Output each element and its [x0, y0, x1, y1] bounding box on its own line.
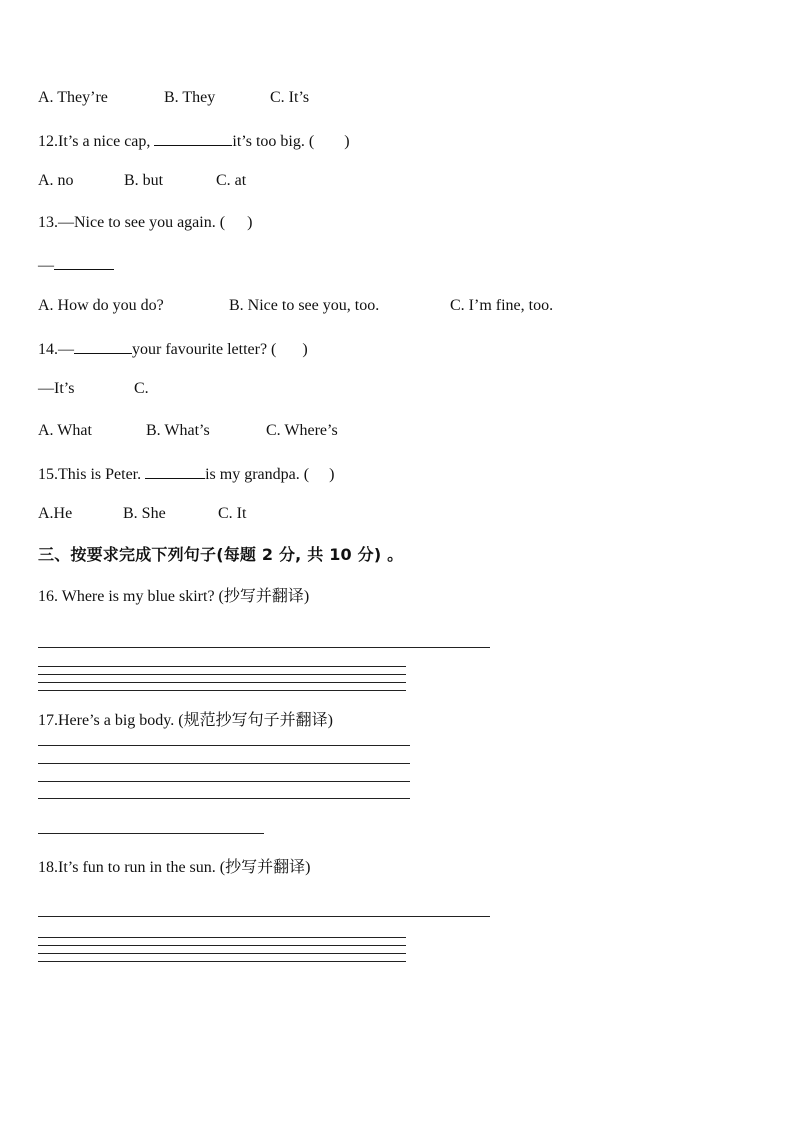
q16-copy-line[interactable] [38, 690, 406, 691]
q13-stem: 13.—Nice to see you again. ( [38, 214, 226, 231]
q14-stem-end: your favourite letter? ( [132, 341, 277, 358]
q13-option-c: C. I’m fine, too. [450, 297, 554, 314]
q16-answer-line[interactable] [38, 647, 490, 648]
q17-question: 17.Here’s a big body. (规范抄写句子并翻译) [38, 712, 333, 729]
q15-question [38, 463, 334, 485]
q12-stem-end: it’s too big. ( [232, 133, 315, 150]
q15-option-b: B. She [123, 505, 166, 522]
q12-option-c: C. at [216, 172, 247, 189]
q15-option-c: C. It [218, 505, 247, 522]
q15-stem-start: 15.This is Peter. [38, 466, 146, 483]
q11-option-c: C. It’s [270, 89, 310, 106]
q14-option-b: B. What’s [146, 422, 210, 439]
q15-paren-close: ) [329, 466, 335, 483]
q14-blank[interactable] [74, 338, 132, 354]
q16-question: 16. Where is my blue skirt? (抄写并翻译) [38, 588, 310, 605]
q14-stem-start: 14.— [38, 341, 74, 358]
q12-blank[interactable] [154, 130, 232, 146]
q18-copy-line[interactable] [38, 961, 406, 962]
q12-question [38, 130, 350, 152]
q17-copy-line[interactable] [38, 798, 410, 799]
q14-option-c: C. Where’s [266, 422, 338, 439]
q18-question: 18.It’s fun to run in the sun. (抄写并翻译) [38, 859, 311, 876]
q15-stem-end: is my grandpa. ( [205, 466, 310, 483]
q18-copy-line[interactable] [38, 945, 406, 946]
q13-question [38, 213, 252, 233]
q17-copy-line[interactable] [38, 763, 410, 764]
q11-option-b: B. They [164, 89, 216, 106]
q18-answer-line[interactable] [38, 916, 490, 917]
q14-option-a: A. What [38, 422, 92, 439]
q18-copy-line[interactable] [38, 937, 406, 938]
q16-copy-line[interactable] [38, 682, 406, 683]
q12-paren-close: ) [344, 133, 350, 150]
q17-copy-line[interactable] [38, 781, 410, 782]
q14-paren-close: ) [302, 341, 308, 358]
q12-stem-start: 12.It’s a nice cap, [38, 133, 155, 150]
q16-copy-line[interactable] [38, 666, 406, 667]
q13-option-a: A. How do you do? [38, 297, 164, 314]
q13-reply [38, 254, 114, 276]
q13-paren-close: ) [247, 214, 253, 231]
q12-option-a: A. no [38, 172, 74, 189]
q15-blank[interactable] [145, 463, 205, 479]
q13-reply-blank[interactable] [54, 254, 114, 270]
q14-reply-end: C. [134, 380, 149, 397]
q15-option-a: A.He [38, 505, 73, 522]
q18-copy-line[interactable] [38, 953, 406, 954]
q14-question [38, 338, 308, 360]
q16-copy-line[interactable] [38, 674, 406, 675]
q11-option-a: A. They’re [38, 89, 108, 106]
q17-answer-line[interactable] [38, 833, 264, 834]
q13-option-b: B. Nice to see you, too. [229, 297, 380, 314]
q17-copy-line[interactable] [38, 745, 410, 746]
q12-option-b: B. but [124, 172, 164, 189]
q13-reply-dash: — [38, 257, 54, 274]
q14-reply-start: —It’s [38, 380, 75, 397]
section-3-heading: 三、按要求完成下列句子(每题 2 分, 共 10 分) 。 [38, 545, 404, 564]
